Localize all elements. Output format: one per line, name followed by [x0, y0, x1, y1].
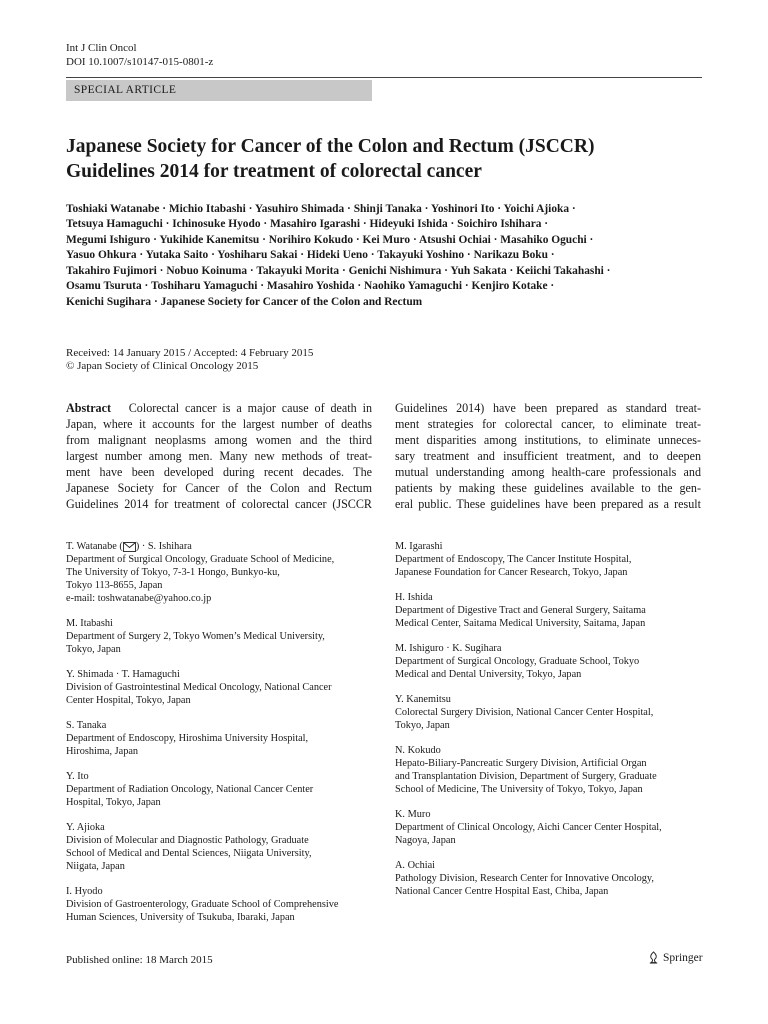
affiliation	[395, 744, 705, 796]
publisher-name: Springer	[663, 951, 703, 964]
author-line: Megumi Ishiguro · Yukihide Kanemitsu · Norihiro Kokudo · Kei Muro · Atsushi Ochiai · Masahiko Oguchi ·	[66, 233, 594, 246]
affiliation-line: Division of Gastroenterology, Graduate School of Comprehensive	[66, 899, 339, 910]
affiliation-authors	[66, 540, 376, 553]
affiliation-line: Hepato-Biliary-Pancreatic Surgery Division, Artificial Organ	[395, 758, 647, 769]
affiliation	[66, 617, 376, 656]
affiliation	[395, 642, 705, 681]
section-label: SPECIAL ARTICLE	[74, 84, 177, 96]
journal-header	[66, 41, 213, 69]
title-line: Japanese Society for Cancer of the Colon and Rectum (JSCCR)	[66, 136, 595, 157]
affiliation-authors: I. Hyodo	[66, 886, 103, 897]
affiliation-line: Japanese Foundation for Cancer Research, Tokyo, Japan	[395, 567, 628, 578]
author-list	[66, 202, 706, 310]
article-title	[66, 134, 706, 184]
affiliation-line: Tokyo 113-8655, Japan	[66, 580, 163, 591]
abstract-line: mutual understanding among health-care professionals and	[395, 465, 701, 479]
affiliation-authors: H. Ishida	[395, 592, 433, 603]
abstract-line: largest number among men. Many new methods of treat-	[66, 449, 372, 463]
affiliation-authors: S. Tanaka	[66, 720, 107, 731]
affiliation-line: Department of Endoscopy, The Cancer Institute Hospital,	[395, 554, 632, 565]
author-name: ) · S. Ishihara	[135, 541, 192, 552]
springer-logo-icon	[647, 951, 660, 964]
affiliation-line: The University of Tokyo, 7-3-1 Hongo, Bunkyo-ku,	[66, 567, 280, 578]
affiliation-authors: A. Ochiai	[395, 860, 436, 871]
affiliation-line: Department of Radiation Oncology, National Cancer Center	[66, 784, 314, 795]
affiliation	[395, 693, 705, 732]
abstract-left-column	[66, 400, 372, 512]
affiliation-line: Department of Surgical Oncology, Graduate School of Medicine,	[66, 554, 335, 565]
abstract-line: ment have been developed during recent decades. The	[66, 465, 372, 479]
affiliation	[395, 591, 705, 630]
abstract-text: Colorectal cancer is a major cause of death in	[128, 401, 372, 415]
affiliation-line: Department of Clinical Oncology, Aichi Cancer Center Hospital,	[395, 822, 662, 833]
affiliation-line: Department of Surgical Oncology, Graduate School, Tokyo	[395, 656, 640, 667]
abstract-line: Japanese Society for Cancer of the Colon and Rectum	[66, 481, 372, 495]
abstract-line: Guidelines 2014 for treatment of colorectal cancer (JSCCR	[66, 497, 372, 511]
affiliation-authors: M. Igarashi	[395, 541, 443, 552]
affiliation-line: Colorectal Surgery Division, National Cancer Center Hospital,	[395, 707, 654, 718]
affiliation-line: Medical Center, Saitama Medical University, Saitama, Japan	[395, 618, 646, 629]
abstract-line: sary treatment and insufficient treatment, and to deepen	[395, 449, 701, 463]
envelope-icon[interactable]	[123, 542, 136, 552]
affiliation-line: Nagoya, Japan	[395, 835, 456, 846]
affiliations-left	[66, 540, 376, 936]
title-line: Guidelines 2014 for treatment of colorectal cancer	[66, 161, 482, 182]
abstract-line: ment disparities among institutions, to eliminate unneces-	[395, 433, 701, 447]
affiliation-line: Department of Surgery 2, Tokyo Women’s Medical University,	[66, 631, 325, 642]
affiliation	[395, 859, 705, 898]
affiliation-authors: Y. Ito	[66, 771, 89, 782]
abstract-line: ment strategies for colorectal cancer, to eliminate treat-	[395, 417, 701, 431]
email-link[interactable]: e-mail: toshwatanabe@yahoo.co.jp	[66, 593, 212, 604]
abstract-line: Guidelines 2014) have been prepared as standard treat-	[395, 401, 701, 415]
author-line: Kenichi Sugihara · Japanese Society for Cancer of the Colon and Rectum	[66, 295, 423, 308]
affiliations-right	[395, 540, 705, 910]
affiliation-authors: Y. Shimada · T. Hamaguchi	[66, 669, 180, 680]
affiliation	[66, 821, 376, 873]
affiliation-line: Hiroshima, Japan	[66, 746, 139, 757]
affiliation	[66, 770, 376, 809]
abstract-line: from malignant neoplasms among women and the third	[66, 433, 372, 447]
affiliation-line: Division of Molecular and Diagnostic Pathology, Graduate	[66, 835, 309, 846]
abstract-right-column	[395, 400, 701, 512]
affiliation	[66, 540, 376, 605]
affiliation	[66, 668, 376, 707]
affiliation-authors: K. Muro	[395, 809, 431, 820]
copyright: © Japan Society of Clinical Oncology 2015	[66, 360, 259, 372]
author-line: Toshiaki Watanabe · Michio Itabashi · Yasuhiro Shimada · Shinji Tanaka · Yoshinori Ito · Yoichi Ajioka ·	[66, 203, 576, 215]
affiliation	[66, 885, 376, 924]
affiliation-authors: Y. Kanemitsu	[395, 694, 451, 705]
affiliation-authors: M. Ishiguro · K. Sugihara	[395, 643, 502, 654]
abstract-line: patients by making these guidelines available to the gen-	[395, 481, 701, 495]
affiliation-line: Tokyo, Japan	[66, 644, 121, 655]
author-line: Yasuo Ohkura · Yutaka Saito · Yoshiharu Sakai · Hideki Ueno · Takayuki Yoshino · Narikazu Boku ·	[66, 249, 555, 262]
received-date: Received: 14 January 2015 / Accepted: 4 February 2015	[66, 347, 314, 359]
affiliation	[395, 808, 705, 847]
affiliation-authors: Y. Ajioka	[66, 822, 105, 833]
abstract-line: Japan, where it accounts for the largest number of deaths	[66, 417, 372, 431]
affiliation-line: School of Medical and Dental Sciences, Niigata University,	[66, 848, 312, 859]
abstract-first-line	[66, 400, 372, 416]
affiliation-line: Center Hospital, Tokyo, Japan	[66, 695, 191, 706]
affiliation-line: School of Medicine, The University of Tokyo, Tokyo, Japan	[395, 784, 643, 795]
abstract-line: eral public. These guidelines have been prepared as a result	[395, 497, 701, 511]
affiliation-line: Niigata, Japan	[66, 861, 125, 872]
affiliation-line: Department of Endoscopy, Hiroshima University Hospital,	[66, 733, 309, 744]
affiliation-line: Division of Gastrointestinal Medical Oncology, National Cancer	[66, 682, 332, 693]
affiliation-authors: M. Itabashi	[66, 618, 113, 629]
abstract-label: Abstract	[66, 401, 112, 415]
affiliation-line: Department of Digestive Tract and General Surgery, Saitama	[395, 605, 646, 616]
affiliation-line: Human Sciences, University of Tsukuba, Ibaraki, Japan	[66, 912, 295, 923]
article-dates	[66, 347, 313, 373]
author-line: Takahiro Fujimori · Nobuo Koinuma · Takayuki Morita · Genichi Nishimura · Yuh Sakata · Keiichi Takahashi ·	[66, 264, 611, 277]
affiliation-authors: N. Kokudo	[395, 745, 441, 756]
affiliation-line: Pathology Division, Research Center for Innovative Oncology,	[395, 873, 654, 884]
affiliation-line: Hospital, Tokyo, Japan	[66, 797, 161, 808]
author-line: Osamu Tsuruta · Toshiharu Yamaguchi · Masahiro Yoshida · Naohiko Yamaguchi · Kenjiro Kotake ·	[66, 280, 555, 293]
author-line: Tetsuya Hamaguchi · Ichinosuke Hyodo · Masahiro Igarashi · Hideyuki Ishida · Soichiro Ishihara ·	[66, 218, 549, 231]
affiliation	[395, 540, 705, 579]
doi[interactable]: DOI 10.1007/s10147-015-0801-z	[66, 56, 214, 68]
publisher-logo	[647, 951, 703, 964]
section-bar	[66, 80, 372, 101]
header-rule	[66, 77, 702, 78]
affiliation-line: Medical and Dental University, Tokyo, Japan	[395, 669, 582, 680]
affiliation-line: Tokyo, Japan	[395, 720, 450, 731]
affiliation-line: and Transplantation Division, Department of Surgery, Graduate	[395, 771, 657, 782]
author-name: T. Watanabe (	[66, 541, 123, 552]
published-date: Published online: 18 March 2015	[66, 954, 213, 966]
affiliation-line: National Cancer Centre Hospital East, Chiba, Japan	[395, 886, 609, 897]
affiliation	[66, 719, 376, 758]
journal-name: Int J Clin Oncol	[66, 42, 137, 54]
